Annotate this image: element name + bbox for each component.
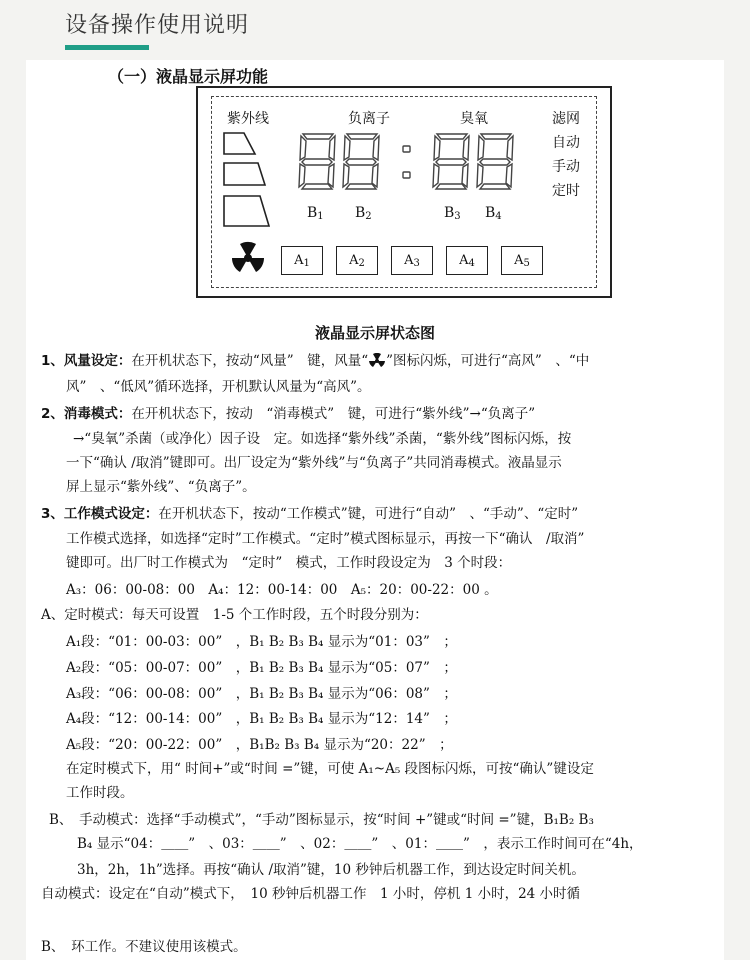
disinfect-line2: →“臭氧”杀菌（或净化）因子设 定。如选择“紫外线”杀菌，“紫外线”图标闪烁，按 [73, 431, 572, 447]
lcd-b4-label: $B_4$ [485, 205, 502, 222]
auto-mode-line2: B、 环工作。不建议使用该模式。 [41, 939, 247, 955]
lcd-b3-label: $B_3$ [444, 205, 461, 222]
lcd-label-anion: 负离子 [348, 111, 390, 127]
lcd-mode-filter: 滤网 [552, 111, 580, 127]
lcd-label-ozone: 臭氧 [460, 111, 488, 127]
timer-mode-line7: 在定时模式下，用“ 时间+”或“时间 =”键，可使 A₁~A₅ 段图标闪烁，可按“确认”键设定 [66, 761, 594, 777]
disinfect-line1 [41, 402, 535, 422]
disinfect-text1: 在开机状态下，按动 “消毒模式” 键，可进行“紫外线”→“负离子” [131, 406, 536, 422]
lcd-mode-manual: 手动 [552, 159, 580, 175]
work-mode-line4: A₃：06：00-08：00 A₄：12：00-14：00 A₅：20：00-22：00 。 [66, 582, 498, 598]
section-title: （一）液晶显示屏功能 [108, 67, 269, 86]
lcd-b2-label: $B_2$ [355, 205, 372, 222]
lcd-mode-auto: 自动 [552, 135, 580, 151]
timer-row-a5: A₅段：“20：00-22：00” ，B₁B₂ B₃ B₄ 显示为“20：22” ； [66, 737, 453, 753]
timer-row-a2: A₂段：“05：00-07：00” ，B₁ B₂ B₃ B₄ 显示为“05：07” ； [66, 660, 457, 676]
work-mode-line3: 键即可。出厂时工作模式为 “定时” 模式，工作时段设定为 3 个时段： [66, 555, 512, 571]
wind-setting-label: 1、风量设定： [41, 353, 132, 369]
manual-mode-line2: B₄ 显示“04：＿＿” 、03：＿＿” 、02：＿＿” 、01：＿＿” ，表示工作时间可在“4h， [77, 836, 643, 852]
manual-mode-line3: 3h，2h，1h”选择。再按“确认 /取消”键，10 秒钟后机器工作，到达设定时间关机。 [77, 862, 585, 878]
timer-mode-line8: 工作时段。 [66, 785, 134, 801]
work-mode-line2: 工作模式选择，如选择“定时”工作模式。“定时”模式图标显示，再按一下“确认 /取消” [66, 531, 585, 547]
work-mode-text1: 在开机状态下，按动“工作模式”键，可进行“自动” 、“手动”、“定时” [158, 506, 579, 522]
timer-row-a4: A₄段：“12：00-14：00” ，B₁ B₂ B₃ B₄ 显示为“12：14” ； [66, 711, 457, 727]
disinfect-line3: 一下“确认 /取消”键即可。出厂设定为“紫外线”与“负离子”共同消毒模式。液晶显示 [66, 455, 562, 471]
wind-setting-text2: ”图标闪烁，可进行“高风” 、“中 [386, 353, 590, 369]
work-mode-label: 3、工作模式设定： [41, 506, 159, 522]
lcd-a5-box: $A_5$ [501, 246, 543, 275]
lcd-a4-box: $A_4$ [446, 246, 488, 275]
page-title: 设备操作使用说明 [65, 13, 250, 38]
title-underline [65, 45, 149, 50]
auto-mode-line1: 自动模式：设定在“自动”模式下， 10 秒钟后机器工作 1 小时，停机 1 小时，24 小时循 [41, 886, 581, 902]
uv-level-bars-icon [222, 130, 272, 230]
seven-segment-display-icon [295, 132, 525, 192]
disinfect-label: 2、消毒模式： [41, 406, 132, 422]
timer-row-a1: A₁段：“01：00-03：00” ，B₁ B₂ B₃ B₄ 显示为“01：03” ； [66, 634, 457, 650]
lcd-a3-box: $A_3$ [391, 246, 433, 275]
fan-small-icon [368, 353, 386, 367]
manual-mode-line1: B、 手动模式：选择“手动模式”，“手动”图标显示，按“时间 +”键或“时间 =”键，B₁B₂ B₃ [49, 812, 594, 828]
work-mode-line1 [41, 502, 578, 522]
lcd-mode-timer: 定时 [552, 183, 580, 199]
wind-setting-line1 [41, 349, 589, 369]
disinfect-line4: 屏上显示“紫外线”、“负离子”。 [66, 479, 256, 495]
lcd-label-uv: 紫外线 [227, 111, 269, 127]
fan-icon [228, 238, 268, 278]
lcd-b1-label: $B_1$ [307, 205, 324, 222]
lcd-a1-box: $A_1$ [281, 246, 323, 275]
timer-row-a3: A₃段：“06：00-08：00” ，B₁ B₂ B₃ B₄ 显示为“06：08” ； [66, 686, 457, 702]
diagram-caption: 液晶显示屏状态图 [314, 324, 435, 342]
wind-setting-text1: 在开机状态下，按动“风量” 键，风量“ [131, 353, 369, 369]
wind-setting-line2: 风” 、“低风”循环选择，开机默认风量为“高风”。 [66, 379, 371, 395]
timer-mode-line1: A、定时模式：每天可设置 1-5 个工作时段，五个时段分别为： [41, 607, 428, 623]
lcd-a2-box: $A_2$ [336, 246, 378, 275]
